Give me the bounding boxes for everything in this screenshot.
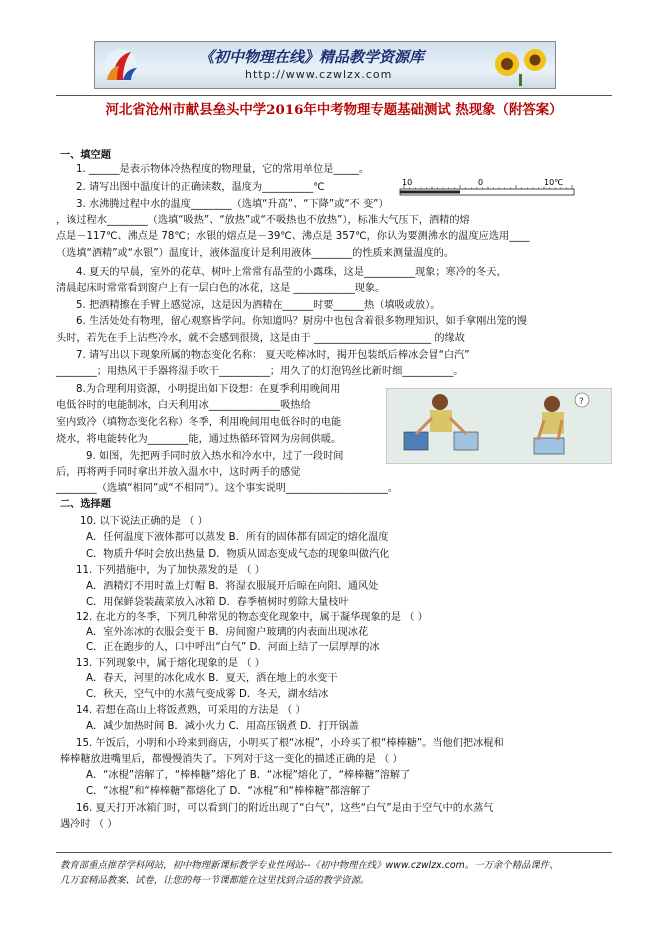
question-line: A．减少加热时间 B．减小火力 C．用高压锅煮 D．打开锅盖	[86, 721, 359, 732]
banner-title: 《初中物理在线》精品教学资源库	[199, 48, 425, 66]
section-heading: 一、填空题	[60, 150, 111, 161]
question-line: 3. 水沸腾过程中水的温度________（选填“升高”、“下降”或“不 变”）	[76, 199, 389, 210]
question-line: 电低谷时的电能制冰，白天利用冰______________吸热给	[56, 400, 311, 411]
section-heading: 二、选择题	[60, 499, 111, 510]
footer-rule	[56, 852, 612, 853]
question-line: 14. 若想在高山上将饭煮熟，可采用的方法是 （ ）	[76, 705, 306, 716]
banner-url: http://www.czwlzx.com	[245, 68, 393, 81]
question-line: 13. 下列现象中，属于熔化现象的是 （ ）	[76, 658, 265, 669]
header-rule	[56, 95, 612, 96]
question-line: A．室外冻冰的衣服会变干 B．房间窗户玻璃的内表面出现冰花	[86, 627, 369, 638]
question-line: 10. 以下说法正确的是 （ ）	[80, 516, 208, 527]
question-line: C．“冰棍”和“棒棒糖”都熔化了 D．“冰棍”和“棒棒糖”都溶解了	[86, 786, 371, 797]
thermo-tick-label: 10	[402, 178, 413, 187]
question-line: 后，再将两手同时拿出并放入温水中，这时两手的感觉	[56, 467, 301, 478]
question-line: C．物质升华时会放出热量 D．物质从固态变成气态的现象叫做汽化	[86, 549, 390, 560]
question-line: 4. 夏天的早晨，室外的花草、树叶上常常有晶莹的小露珠，这是__________现象；寒冷的冬天，	[76, 267, 507, 278]
question-line: A．春天，河里的冰化成水 B．夏天，洒在地上的水变干	[86, 673, 338, 684]
question-line: 点是－117℃、沸点是 78℃；水银的熔点是－39℃、沸点是 357℃，你认为要测沸水的温度应选用____	[56, 231, 530, 242]
thermo-tick-label: 10℃	[544, 178, 564, 187]
footer-line: 教育部重点推荐学科网站，初中物理新课标教学专业性网站--《初中物理在线》www.czwlzx.com。一万余个精品课件、	[60, 860, 559, 871]
page-title: 河北省沧州市献县垒头中学2016年中考物理专题基础测试 热现象（附答案）	[105, 102, 563, 118]
question-line: 2. 请写出图中温度计的正确读数，温度为__________℃	[76, 182, 325, 193]
question-line: 头时，若先在手上沾些冷水，就不会感到很烫，这是由于 _______________________ 的缘故	[56, 333, 465, 344]
footer	[60, 858, 620, 888]
question-line: 遇冷时 （ ）	[60, 819, 118, 830]
sunflower-icon	[491, 44, 551, 86]
question-line: 9. 如图，先把两手同时放入热水和冷水中，过了一段时间	[86, 451, 344, 462]
hands-water-illustration	[386, 388, 612, 464]
site-logo-icon	[101, 46, 141, 84]
question-line: 16. 夏天打开冰箱门时，可以看到门的附近出现了“白气”，这些“白气”是由于空气中的水蒸气	[76, 803, 494, 814]
question-line: 8.为合理利用资源，小明提出如下设想：在夏季利用晚间用	[76, 384, 341, 395]
question-line: （选填“酒精”或“水银”）温度计，液体温度计是利用液体________的性质来测量温度的。	[56, 248, 455, 259]
question-line: A．“冰棍”溶解了，“棒棒糖”熔化了 B．“冰棍”熔化了，“棒棒糖”溶解了	[86, 770, 411, 781]
question-line: ________（选填“相同”或“不相同”）。这个事实说明____________________。	[56, 483, 399, 494]
question-line: 7. 请写出以下现象所属的物态变化名称： 夏天吃棒冰时，揭开包装纸后棒冰会冒“白汽”	[76, 350, 470, 361]
question-line: A．酒精灯不用时盖上灯帽 B．将湿衣服展开后晾在向阳、通风处	[86, 581, 379, 592]
question-line: C．用保鲜袋装蔬菜放入冰箱 D．春季植树时剪除大量枝叶	[86, 597, 349, 608]
question-line: A．任何温度下液体都可以蒸发 B．所有的固体都有固定的熔化温度	[86, 532, 389, 543]
question-line: C．秋天，空气中的水蒸气变成雾 D．冬天，湖水结冰	[86, 689, 329, 700]
question-line: 12. 在北方的冬季，下列几种常见的物态变化现象中，属于凝华现象的是 （ ）	[76, 612, 428, 623]
question-line: ________；用热风干手器将湿手吹干__________；用久了的灯泡钨丝比新时细__________。	[56, 366, 464, 377]
question-line: 室内致冷（填物态变化名称）冬季，利用晚间用电低谷时的电能	[56, 417, 342, 428]
question-line: 15. 午饭后，小明和小玲来到商店，小明买了根“冰棍”，小玲买了根“棒棒糖”。当他们把冰棍和	[76, 738, 504, 749]
question-line: C．正在跑步的人，口中呼出“白气” D．河面上结了一层厚厚的冰	[86, 642, 380, 653]
question-line: 棒棒糖放进嘴里后，都慢慢消失了。下列对于这一变化的描述正确的是 （ ）	[60, 754, 403, 765]
thermo-tick-label: 0	[478, 178, 484, 187]
question-line: ，该过程水________（选填“吸热”、“放热”或“不吸热也不放热”），标准大气压下，酒精的熔	[56, 215, 470, 226]
question-line: 烧水，将电能转化为________能，通过热循环管网为房间供暖。	[56, 434, 342, 445]
question-line: 清晨起床时常常看到窗户上有一层白色的冰花，这是 ____________现象。	[56, 283, 386, 294]
footer-line: 几万套精品教案、试卷，让您的每一节课都能在这里找到合适的教学资源。	[60, 875, 370, 886]
header-banner	[94, 41, 556, 89]
thermometer-figure	[398, 176, 580, 204]
question-line: 6. 生活处处有物理，留心观察皆学问。你知道吗？厨房中也包含着很多物理知识，如手拿刚出笼的馒	[76, 316, 528, 327]
question-line: 5. 把酒精擦在手臂上感觉凉，这是因为酒精在______时要______热（填吸或放）。	[76, 300, 441, 311]
question-line: 1. ______是表示物体冷热程度的物理量，它的常用单位是_____。	[76, 164, 370, 175]
question-line: 11. 下列措施中，为了加快蒸发的是 （ ）	[76, 565, 265, 576]
svg-text:?: ?	[579, 397, 584, 407]
